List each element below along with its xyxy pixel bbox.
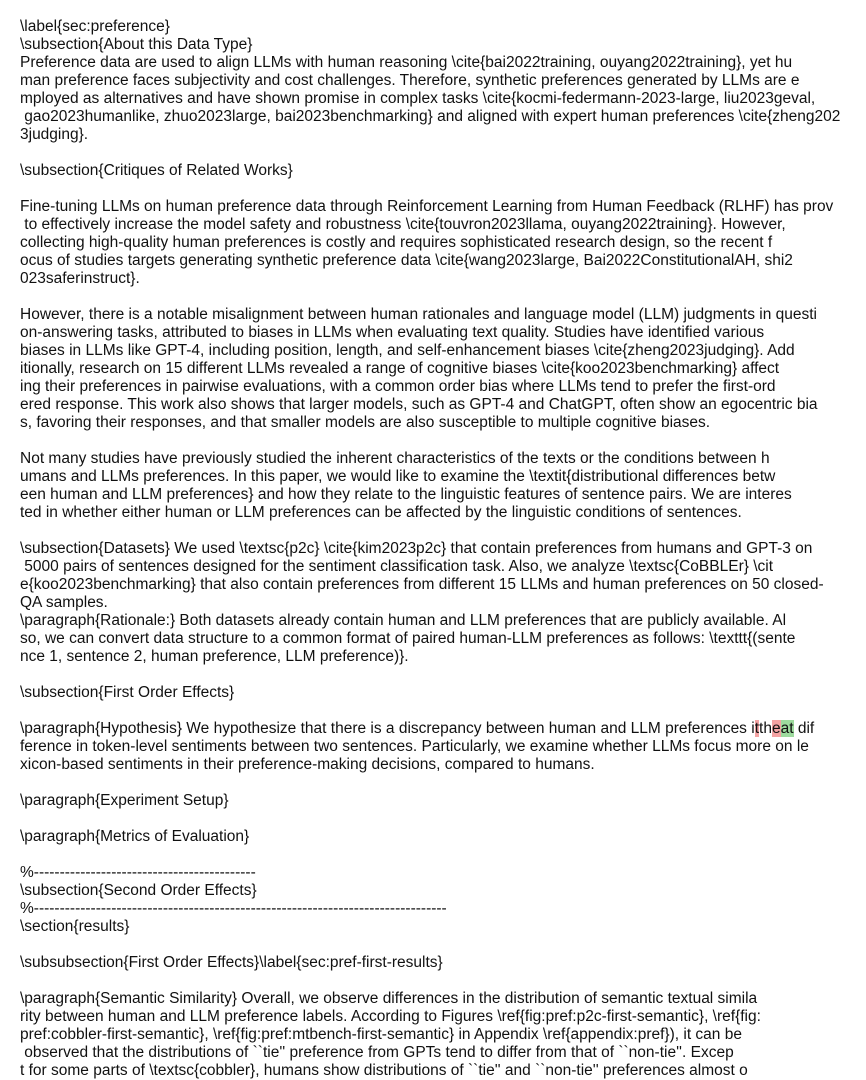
diff-text: dif <box>793 720 815 737</box>
text-line: %-------------------------------------------------------------------------------- <box>20 900 447 917</box>
text-line: een human and LLM preferences} and how they relate to the linguistic features of sentence pairs. We are interes <box>20 486 792 503</box>
diff-deletion: e <box>771 720 781 737</box>
text-line: QA samples. <box>20 594 108 611</box>
text-line: nce 1, sentence 2, human preference, LLM preference)}. <box>20 648 409 665</box>
text-line: \paragraph{Rationale:} Both datasets already contain human and LLM preferences that are publicly available. Al <box>20 612 787 629</box>
text-line: \label{sec:preference} <box>20 18 170 35</box>
text-line: ference in token-level sentiments between two sentences. Particularly, we examine whether LLMs focus more on le <box>20 738 809 755</box>
text-line: \subsubsection{First Order Effects}\label{sec:pref-first-results} <box>20 954 443 971</box>
diff-text: \paragraph{Hypothesis} We hypothesize that there is a discrepancy between human and LLM preferences <box>20 720 752 737</box>
text-line: ered response. This work also shows that larger models, such as GPT-4 and ChatGPT, often show an egocentric bia <box>20 396 818 413</box>
text-line: collecting high-quality human preferences is costly and requires sophisticated research design, so the recent f <box>20 234 773 251</box>
text-line: so, we can convert data structure to a common format of paired human-LLM preferences as follows: \texttt{(sente <box>20 630 796 647</box>
text-line: 5000 pairs of sentences designed for the sentiment classification task. Also, we analyze \textsc{CoBBLEr} \cit <box>20 558 774 575</box>
text-line: \subsection{First Order Effects} <box>20 684 235 701</box>
diff-text: i <box>751 720 755 737</box>
text-line: gao2023humanlike, zhuo2023large, bai2023benchmarking} and aligned with expert human preferences \cite{zheng202 <box>20 108 841 125</box>
text-line: However, there is a notable misalignment between human rationales and language model (LLM) judgments in questi <box>20 306 817 323</box>
text-line: \subsection{Datasets} We used \textsc{p2c} \cite{kim2023p2c} that contain preferences from humans and GPT-3 on <box>20 540 813 557</box>
text-line: ted in whether either human or LLM preferences can be affected by the linguistic conditions of sentences. <box>20 504 742 521</box>
text-line: t for some parts of \textsc{cobbler}, humans show distributions of ``tie'' and ``non-tie'' preferences almost o <box>20 1062 748 1079</box>
text-line: mployed as alternatives and have shown promise in complex tasks \cite{kocmi-federmann-2023-large, liu2023geval, <box>20 90 816 107</box>
diff-insertion: at <box>780 720 794 737</box>
text-line: xicon-based sentiments in their preference-making decisions, compared to humans. <box>20 756 595 773</box>
diff-line <box>20 720 814 738</box>
text-line: ing their preferences in pairwise evaluations, with a common order bias where LLMs tend to prefer the first-ord <box>20 378 776 395</box>
text-line: Preference data are used to align LLMs with human reasoning \cite{bai2022training, ouyang2022training}, yet hu <box>20 54 793 71</box>
text-line: \paragraph{Experiment Setup} <box>20 792 229 809</box>
text-line: biases in LLMs like GPT-4, including position, length, and self-enhancement biases \cite{zheng2023judging}. Add <box>20 342 795 359</box>
text-line: man preference faces subjectivity and cost challenges. Therefore, synthetic preferences generated by LLMs are e <box>20 72 800 89</box>
diff-text: th <box>759 720 772 737</box>
text-line: itionally, research on 15 different LLMs revealed a range of cognitive biases \cite{koo2023benchmarking} affect <box>20 360 780 377</box>
text-line: s, favoring their responses, and that smaller models are also susceptible to multiple cognitive biases. <box>20 414 711 431</box>
text-line: \subsection{About this Data Type} <box>20 36 253 53</box>
text-line: umans and LLMs preferences. In this paper, we would like to examine the \textit{distributional differences betw <box>20 468 776 485</box>
text-line: 3judging}. <box>20 126 89 143</box>
text-line: Not many studies have previously studied the inherent characteristics of the texts or the conditions between h <box>20 450 770 467</box>
diff-deletion: t <box>754 720 760 737</box>
text-line: to effectively increase the model safety and robustness \cite{touvron2023llama, ouyang2022training}. However, <box>20 216 786 233</box>
text-line: %------------------------------------------- <box>20 864 256 881</box>
text-line: Fine-tuning LLMs on human preference data through Reinforcement Learning from Human Feedback (RLHF) has prov <box>20 198 834 215</box>
text-line: \subsection{Second Order Effects} <box>20 882 257 899</box>
text-line: rity between human and LLM preference labels. According to Figures \ref{fig:pref:p2c-first-semantic}, \ref{fig: <box>20 1008 761 1025</box>
text-line: ocus of studies targets generating synthetic preference data \cite{wang2023large, Bai2022ConstitutionalAH, shi2 <box>20 252 793 269</box>
text-line: on-answering tasks, attributed to biases in LLMs when evaluating text quality. Studies have identified various <box>20 324 765 341</box>
text-line: observed that the distributions of ``tie'' preference from GPTs tend to differ from that of ``non-tie''. Excep <box>20 1044 734 1061</box>
text-line: \paragraph{Semantic Similarity} Overall, we observe differences in the distribution of semantic textual simila <box>20 990 758 1007</box>
text-line: e{koo2023benchmarking} that also contain preferences from different 15 LLMs and human preferences on 50 closed- <box>20 576 824 593</box>
text-line: pref:cobbler-first-semantic}, \ref{fig:pref:mtbench-first-semantic} in Appendix \ref{appendix:pref}), it can be <box>20 1026 742 1043</box>
text-line: \subsection{Critiques of Related Works} <box>20 162 293 179</box>
text-line: \paragraph{Metrics of Evaluation} <box>20 828 250 845</box>
text-line: 023saferinstruct}. <box>20 270 140 287</box>
text-line: \section{results} <box>20 918 130 935</box>
